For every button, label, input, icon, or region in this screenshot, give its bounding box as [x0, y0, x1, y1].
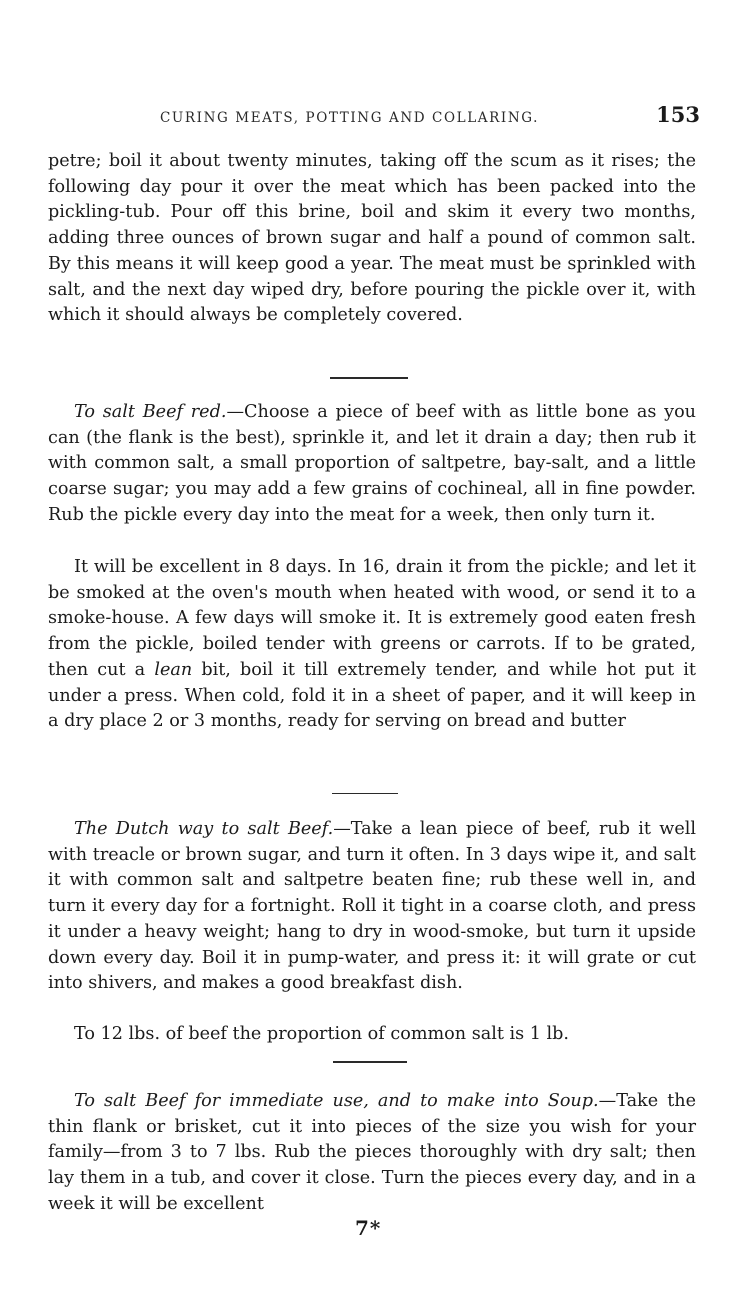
- paragraph-salt-proportion: [48, 1022, 696, 1048]
- paragraph-text: bit, boil it till extremely tender, and while hot put it under a press. When cold, fold it in a sheet of paper, and it will keep in a dry place 2 or 3 months, ready for serving on bread and butter: [48, 659, 697, 732]
- section-divider: [330, 377, 408, 379]
- paragraph-salt-beef-red-continued: [48, 555, 696, 735]
- page-number: 153: [656, 102, 700, 127]
- paragraph-text: It will be excellent in 8 days. In 16, drain it from the pickle; and let it be smoked at the oven's mouth when heated with wood, or send it to a smoke-house. A few days will smoke it. It is extremely good eaten fresh from the pickle, boiled tender with greens or carrots. If to be grated, then cut a: [48, 557, 696, 680]
- recipe-dutch-salt-beef: [48, 817, 696, 997]
- running-title: CURING MEATS, POTTING AND COLLARING.: [160, 110, 540, 126]
- italic-word: lean: [154, 659, 193, 680]
- recipe-title: The Dutch way to salt Beef.: [74, 819, 334, 839]
- recipe-salt-beef-red: [48, 400, 696, 529]
- paragraph-text: petre; boil it about twenty minutes, taking off the scum as it rises; the following day pour it over the meat which has been packed into the pickling-tub. Pour off this brine, boil and skim it every two months, adding three ounces of brown sugar and half a pound of common salt. By this means it will keep good a year. The meat must be sprinkled with salt, and the next day wiped dry, before pouring the pickle over it, with which it should always be completely covered.: [48, 151, 696, 326]
- recipe-title: To salt Beef for immediate use, and to make into Soup.: [74, 1091, 599, 1111]
- paragraph-brine-continued: [48, 149, 696, 329]
- paragraph-text: To 12 lbs. of beef the proportion of common salt is 1 lb.: [74, 1024, 570, 1044]
- recipe-title: To salt Beef red.: [74, 402, 227, 422]
- recipe-text: —Take the thin flank or brisket, cut it into pieces of the size you wish for your family—from 3 to 7 lbs. Rub the pieces thoroughly with dry salt; then lay them in a tub, and cover it close. Turn the pieces every day, and in a week it will be excellent: [48, 1091, 697, 1214]
- section-divider: [333, 1061, 407, 1063]
- recipe-text: —Choose a piece of beef with as little bone as you can (the flank is the best), sprinkle it, and let it drain a day; then rub it with common salt, a small proportion of saltpetre, bay-salt, and a little coarse sugar; you may add a few grains of cochineal, all in fine powder. Rub the pickle every day into the meat for a week, then only turn it.: [48, 402, 696, 525]
- recipe-salt-beef-soup: [48, 1089, 696, 1218]
- recipe-text: —Take a lean piece of beef, rub it well with treacle or brown sugar, and turn it often. In 3 days wipe it, and salt it with common salt and saltpetre beaten fine; rub these well in, and turn it every day for a fortnight. Roll it tight in a coarse cloth, and press it under a heavy weight; hang to dry in wood-smoke, but turn it upside down every day. Boil it in pump-water, and press it: it will grate or cut into shivers, and makes a good breakfast dish.: [48, 819, 696, 994]
- section-divider: [332, 793, 398, 794]
- running-head: [48, 102, 700, 132]
- signature-mark: 7*: [355, 1216, 382, 1240]
